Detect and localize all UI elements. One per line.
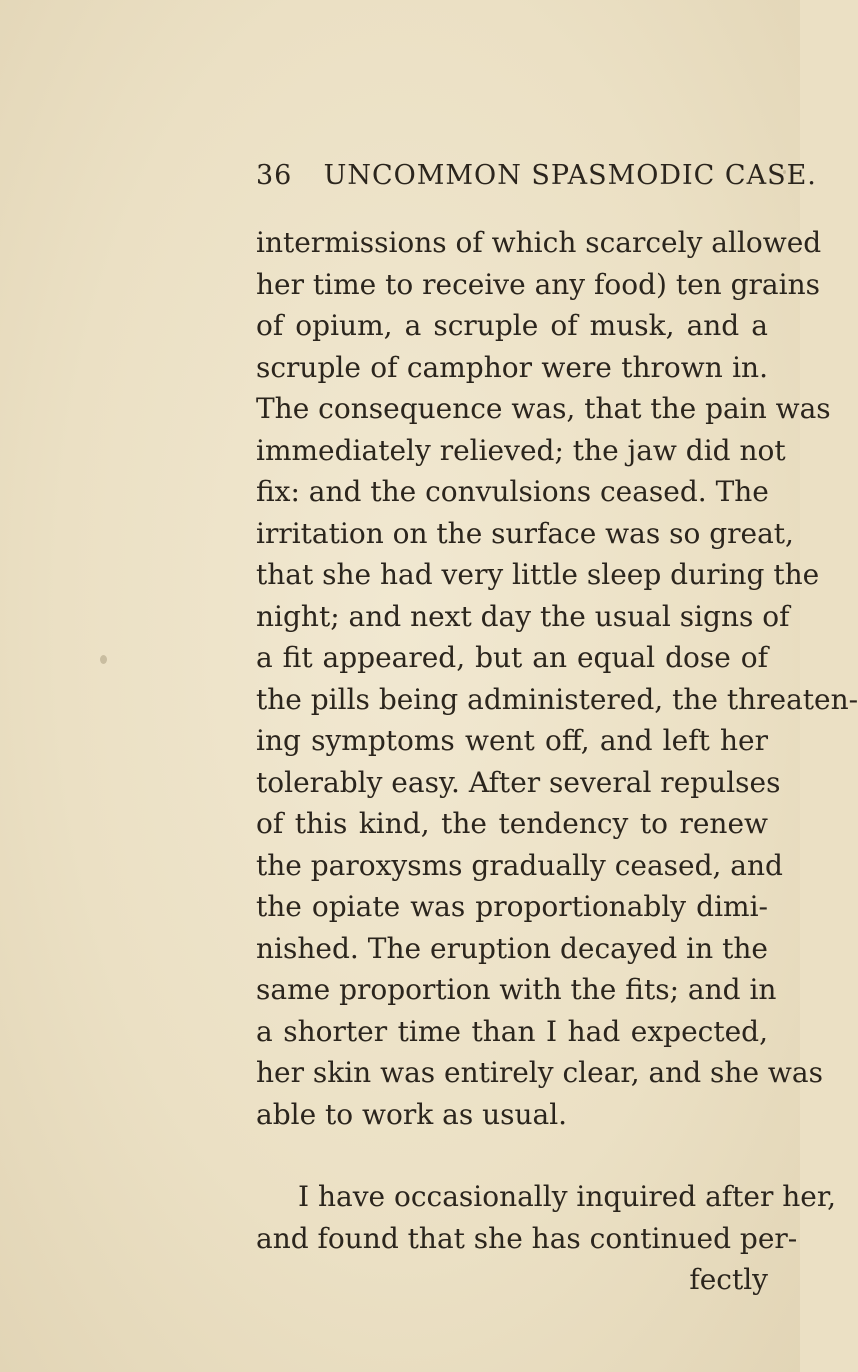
foxing-spot bbox=[100, 655, 107, 664]
text-line: irritation on the surface was so great, bbox=[256, 516, 794, 550]
page-number: 36 bbox=[256, 160, 293, 191]
text-line: scruple of camphor were thrown in. bbox=[256, 350, 768, 384]
text-line: her time to receive any food) ten grains bbox=[256, 267, 820, 301]
text-line: tolerably easy. After several repulses bbox=[256, 765, 781, 799]
running-title: UNCOMMON SPASMODIC CASE. bbox=[323, 160, 817, 191]
text-line: a shorter time than I had expected, bbox=[256, 1014, 768, 1048]
text-line: the opiate was proportionably dimi- bbox=[256, 890, 768, 923]
text-line: able to work as usual. bbox=[256, 1097, 568, 1131]
text-line: a fit appeared, but an equal dose of bbox=[256, 641, 768, 674]
text-line: the pills being administered, the threaten- bbox=[256, 682, 858, 716]
text-line: nished. The eruption decayed in the bbox=[256, 931, 768, 965]
text-line: of this kind, the tendency to renew bbox=[256, 807, 768, 840]
body-text bbox=[256, 222, 858, 1301]
text-line: her skin was entirely clear, and she was bbox=[256, 1056, 823, 1089]
text-line: I have occasionally inquired after her, bbox=[298, 1180, 837, 1213]
text-line: and found that she has continued per- bbox=[256, 1221, 798, 1255]
catchword: fectly bbox=[689, 1263, 768, 1296]
paragraph-gap bbox=[256, 1135, 768, 1176]
running-header bbox=[256, 160, 817, 196]
text-line: The consequence was, that the pain was bbox=[256, 392, 831, 425]
text-line: ing symptoms went off, and left her bbox=[256, 724, 768, 757]
text-line: that she had very little sleep during the bbox=[256, 558, 820, 591]
text-line: same proportion with the fits; and in bbox=[256, 973, 777, 1006]
text-line: fix: and the convulsions ceased. The bbox=[256, 475, 769, 508]
text-line: immediately relieved; the jaw did not bbox=[256, 433, 786, 467]
text-line: of opium, a scruple of musk, and a bbox=[256, 309, 768, 342]
text-line: the paroxysms gradually ceased, and bbox=[256, 848, 783, 882]
text-line: night; and next day the usual signs of bbox=[256, 599, 790, 633]
text-line: intermissions of which scarcely allowed bbox=[256, 226, 822, 259]
